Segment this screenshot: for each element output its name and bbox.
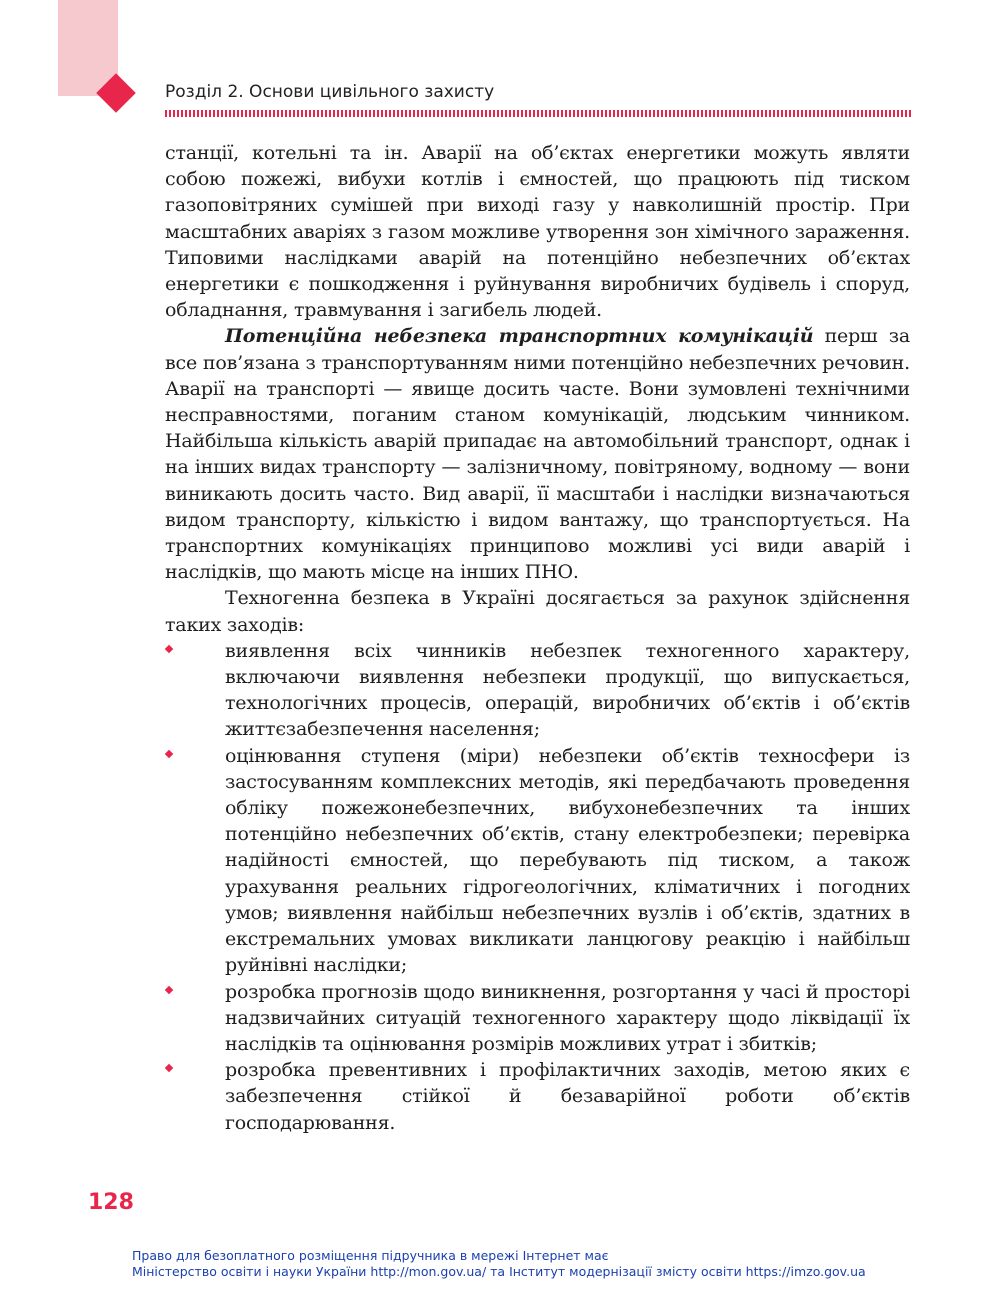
term-transport-hazard: Потенційна небезпека транспортних комунікацій	[225, 325, 814, 348]
footer-line-1: Право для безоплатного розміщення підручника в мережі Інтернет має	[132, 1248, 609, 1263]
header-divider	[165, 110, 912, 117]
paragraph-transport-text: перш за все пов’язана з транспортуванням ними потенційно небезпечних речовин. Аварії на транспорті — явище досить часте. Вони зумовлені технічними несправностями, поганим станом комунікацій, людським чинником. Найбільша кількість аварій припадає на автомобільний транспорт, однак і на інших видах транспорту — залізничному, повітряному, водному — вони виникають досить часто. Вид аварії, її масштаби і наслідки визначаються видом транспорту, кількістю і видом вантажу, що транспортується. На транспортних комунікаціях принципово можливі усі види аварій і наслідків, що мають місце на інших ПНО.	[165, 325, 910, 584]
bullet-diamond-icon	[165, 749, 173, 757]
paragraph-transport	[165, 323, 910, 585]
bullet-diamond-icon	[165, 645, 173, 653]
footer-line-2[interactable]: Міністерство освіти і науки України http://mon.gov.ua/ та Інститут модернізації змісту освіти https://imzo.gov.ua	[132, 1264, 866, 1279]
paragraph-safety-intro: Техногенна безпека в Україні досягається за рахунок здійснення таких заходів:	[165, 587, 910, 636]
list-item	[165, 1057, 910, 1136]
page-number: 128	[88, 1190, 134, 1215]
list-item	[165, 979, 910, 1058]
footer-notice	[132, 1248, 866, 1280]
list-item-text: виявлення всіх чинників небезпек техногенного характеру, включаючи виявлення небезпеки продукції, що випускається, технологічних процесів, операцій, виробничих об’єктів і об’єктів життєзабезпечення населення;	[225, 639, 910, 741]
list-item	[165, 638, 910, 743]
page-body	[165, 140, 910, 1136]
chapter-title: Розділ 2. Основи цивільного захисту	[165, 82, 495, 102]
paragraph-energy: станції, котельні та ін. Аварії на об’єктах енергетики можуть являти собою пожежі, вибухи котлів і ємностей, що працюють під тиском газоповітряних сумішей при виході газу у навколишній простір. При масштабних аваріях з газом можливе утворення зон хімічного зараження. Типовими наслідками аварій на потенційно небезпечних об’єктах енергетики є пошкодження і руйнування виробничих будівель і споруд, обладнання, травмування і загибель людей.	[165, 142, 910, 322]
list-item	[165, 743, 910, 979]
measures-list	[165, 638, 910, 1136]
list-item-text: оцінювання ступеня (міри) небезпеки об’єктів техносфери із застосуванням комплексних методів, які передбачають проведення обліку пожежонебезпечних, вибухонебезпечних та інших потенційно небезпечних об’єктів, стану електробезпеки; перевірка надійності ємностей, що перебувають під тиском, а також урахування реальних гідрогеологічних, кліматичних і погодних умов; виявлення найбільш небезпечних вузлів і об’єктів, здатних в екстремальних умовах викликати ланцюгову реакцію і найбільш руйнівні наслідки;	[225, 744, 910, 977]
list-item-text: розробка прогнозів щодо виникнення, розгортання у часі й просторі надзвичайних ситуацій техногенного характеру щодо ліквідації їх наслідків та оцінювання розмірів можливих утрат і збитків;	[225, 980, 910, 1055]
list-item-text: розробка превентивних і профілактичних заходів, метою яких є забезпечення стійкої й безаварійної роботи об’єктів господарювання.	[225, 1059, 910, 1134]
bullet-diamond-icon	[165, 1064, 173, 1072]
bullet-diamond-icon	[165, 985, 173, 993]
